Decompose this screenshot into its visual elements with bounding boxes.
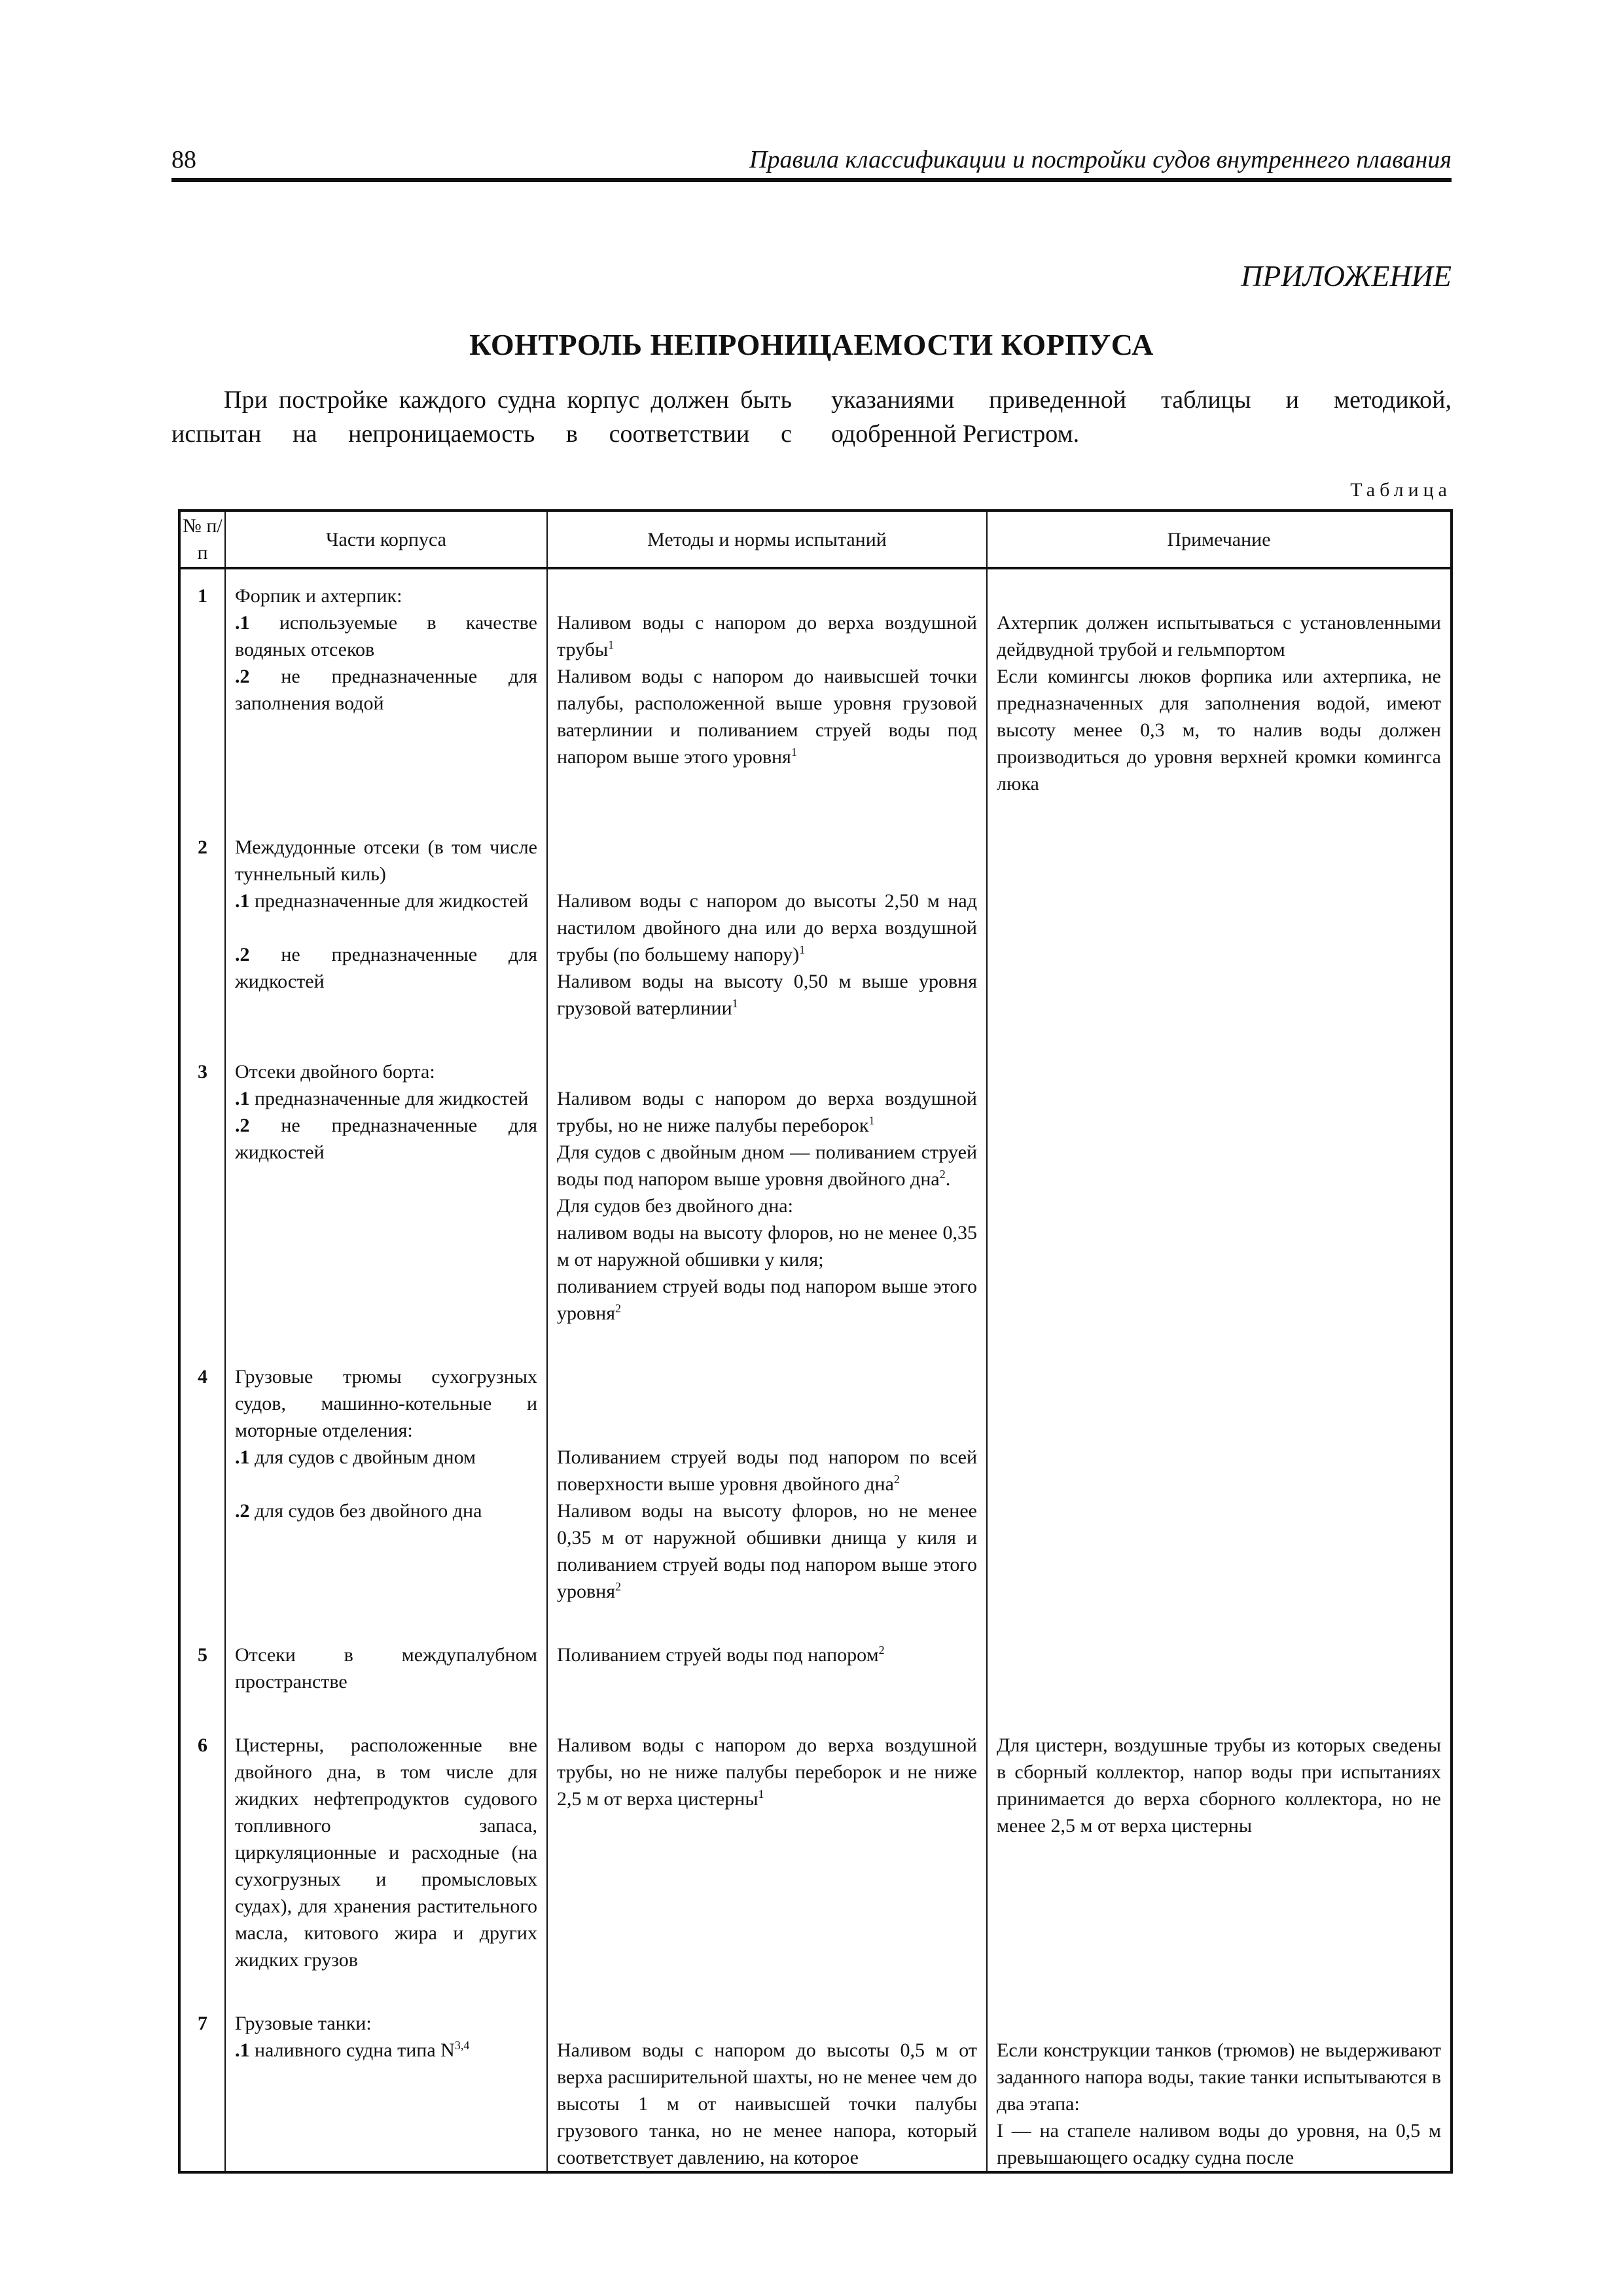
method-cell: [547, 568, 987, 834]
table-caption: Таблица: [1350, 479, 1452, 501]
row-number: 3: [179, 1058, 225, 1363]
part-heading: Отсеки в междупалубном пространстве: [235, 1644, 537, 1693]
note-text: Ахтерпик должен испытываться с установленными дейдвудной трубой и гельмпортом: [997, 612, 1441, 660]
hull-part-cell: [225, 1363, 547, 1641]
footnote-mark: 1: [608, 638, 615, 651]
hull-part-cell: [225, 568, 547, 834]
page-title: КОНТРОЛЬ НЕПРОНИЦАЕМОСТИ КОРПУСА: [469, 328, 1154, 361]
note-cell: [987, 1363, 1452, 1641]
hull-tightness-table: [178, 509, 1453, 2174]
hull-part-cell: [225, 834, 547, 1058]
row-number: 7: [179, 2010, 225, 2172]
method-text: Поливанием струей воды под напором по всей поверхности выше уровня двойного дна$^2$: [557, 1446, 977, 1495]
table-header-row: [179, 511, 1452, 568]
method-text: Для судов с двойным дном — поливанием струей воды под напором выше уровня двойного дна$^2$.: [557, 1141, 977, 1190]
method-text: Наливом воды с напором до верха воздушной трубы, но не ниже палубы переборок и не ниже 2,5 м от верха цистерны$^1$: [557, 1734, 977, 1810]
note-text: I — на стапеле наливом воды до уровня, на 0,5 м превышающего осадку судна после: [997, 2120, 1441, 2168]
running-title: Правила классификации и постройки судов внутреннего плавания: [749, 146, 1452, 173]
part-heading: Отсеки двойного борта:: [235, 1061, 435, 1083]
subitem-marker: .1: [235, 612, 250, 634]
part-subitem: .1 для судов с двойным дном: [235, 1446, 476, 1468]
table-row: [179, 2010, 1452, 2172]
note-cell: [987, 834, 1452, 1058]
part-heading: Грузовые танки:: [235, 2013, 372, 2034]
intro-text: При постройке каждого судна корпус должен быть испытан на непроницаемость в соответствии с указаниями приведенной таблицы и методикой, одобренной Регистром.: [171, 386, 1452, 448]
method-cell: [547, 834, 987, 1058]
note-cell: [987, 1058, 1452, 1363]
part-heading: Грузовые трюмы сухогрузных судов, машинно-котельные и моторные отделения:: [235, 1366, 537, 1441]
method-text: Наливом воды с напором до высоты 2,50 м над настилом двойного дна или до верха воздушной трубы (по большему напору)$^1$: [557, 890, 977, 965]
method-text: наливом воды на высоту флоров, но не менее 0,35 м от наружной обшивки у киля;: [557, 1222, 977, 1270]
row-number: 6: [179, 1732, 225, 2010]
footnote-mark: 1: [791, 745, 797, 759]
note-cell: [987, 1641, 1452, 1732]
part-heading: Форпик и ахтерпик:: [235, 585, 402, 607]
intro-paragraph: [171, 383, 1452, 451]
hull-part-cell: [225, 1732, 547, 2010]
header-notes: Примечание: [987, 511, 1452, 568]
note-text: Для цистерн, воздушные трубы из которых сведены в сборный коллектор, напор воды при испытаниях принимается до верха сборного коллектора, но не менее 2,5 м от верха цистерны: [997, 1734, 1441, 1837]
row-number: 2: [179, 834, 225, 1058]
table-row: [179, 1058, 1452, 1363]
part-subitem: .1 предназначенные для жидкостей: [235, 890, 529, 912]
part-subitem: .2 не предназначенные для заполнения водой: [235, 666, 537, 714]
row-number: 4: [179, 1363, 225, 1641]
table-row: [179, 1363, 1452, 1641]
method-cell: [547, 1058, 987, 1363]
table-row: [179, 834, 1452, 1058]
part-subitem: .2 не предназначенные для жидкостей: [235, 944, 537, 992]
method-text: Для судов без двойного дна:: [557, 1195, 793, 1217]
method-cell: [547, 1363, 987, 1641]
part-subitem: .2 для судов без двойного дна: [235, 1500, 482, 1522]
method-text: Наливом воды с напором до наивысшей точки палубы, расположенной выше уровня грузовой ватерлинии и поливанием струей воды под напором выше этого уровня$^1$: [557, 666, 977, 768]
part-subitem: .1 наливного судна типа N$^{3,4}$: [235, 2039, 470, 2061]
header-test-methods: Методы и нормы испытаний: [547, 511, 987, 568]
part-subitem: .1 используемые в качестве водяных отсеков: [235, 612, 537, 660]
part-subitem: .2 не предназначенные для жидкостей: [235, 1115, 537, 1163]
hull-part-cell: [225, 2010, 547, 2172]
method-text: Наливом воды с напором до верха воздушной трубы, но не ниже палубы переборок$^1$: [557, 1088, 977, 1136]
method-cell: [547, 1641, 987, 1732]
method-text: Наливом воды на высоту 0,50 м выше уровня грузовой ватерлинии$^1$: [557, 971, 977, 1019]
method-text: Наливом воды с напором до верха воздушной трубы$^1$: [557, 612, 977, 660]
method-text: Наливом воды с напором до высоты 0,5 м от верха расширительной шахты, но не менее чем до высоты 1 м от наивысшей точки палубы грузового танка, но не менее напора, который соответствует давлению, на которое: [557, 2039, 977, 2168]
part-subitem: .1 предназначенные для жидкостей: [235, 1088, 529, 1109]
hull-part-cell: [225, 1058, 547, 1363]
table-row: [179, 1732, 1452, 2010]
header-rule: [171, 178, 1452, 182]
part-heading: Цистерны, расположенные вне двойного дна, в том числе для жидких нефтепродуктов судового топливного запаса, циркуляционные и расходные (на сухогрузных и промысловых судах), для хранения растительного масла, китового жира и других жидких грузов: [235, 1734, 537, 1971]
page-number: 88: [171, 146, 196, 173]
method-text: Наливом воды на высоту флоров, но не менее 0,35 м от наружной обшивки днища у киля и поливанием струей воды под напором выше этого уровня$^2$: [557, 1500, 977, 1602]
header-hull-parts: Части корпуса: [225, 511, 547, 568]
note-cell: [987, 2010, 1452, 2172]
header-number: № п/п: [179, 511, 225, 568]
row-number: 1: [179, 568, 225, 834]
subitem-marker: .2: [235, 666, 250, 687]
table-row: [179, 1641, 1452, 1732]
note-cell: [987, 1732, 1452, 2010]
part-heading: Междудонные отсеки (в том числе туннельный киль): [235, 836, 537, 885]
note-cell: [987, 568, 1452, 834]
method-cell: [547, 2010, 987, 2172]
hull-part-cell: [225, 1641, 547, 1732]
appendix-label: ПРИЛОЖЕНИЕ: [1241, 259, 1452, 293]
method-text: Поливанием струей воды под напором$^2$: [557, 1643, 885, 1666]
table-row: [179, 568, 1452, 834]
note-text: Если комингсы люков форпика или ахтерпика, не предназначенных для заполнения водой, имеют высоту менее 0,3 м, то налив воды должен производиться до уровня верхней кромки комингса люка: [997, 666, 1441, 795]
row-number: 5: [179, 1641, 225, 1732]
note-text: Если конструкции танков (трюмов) не выдерживают заданного напора воды, такие танки испытываются в два этапа:: [997, 2039, 1441, 2115]
method-cell: [547, 1732, 987, 2010]
method-text: поливанием струей воды под напором выше этого уровня$^2$: [557, 1276, 977, 1324]
